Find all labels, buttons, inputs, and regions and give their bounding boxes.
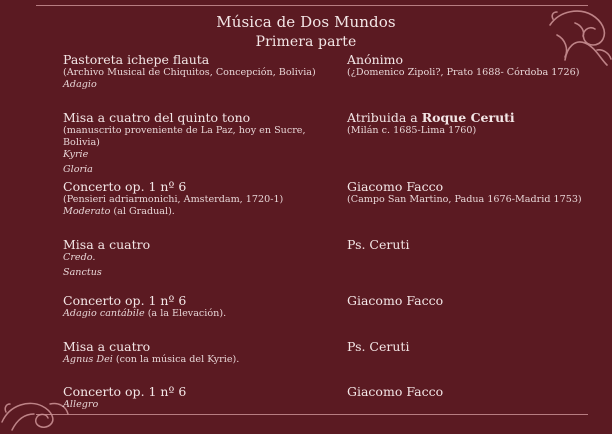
work-movement: Adagio cantábile bbox=[63, 308, 145, 319]
program-item-1-work bbox=[63, 53, 338, 91]
program-item-6-work bbox=[63, 340, 338, 366]
work-title: Pastoreta ichepe flauta bbox=[63, 52, 210, 67]
work-source: (Archivo Musical de Chiquitos, Concepción, Bolivia) bbox=[63, 67, 316, 78]
work-title: Misa a cuatro del quinto tono bbox=[63, 110, 251, 125]
composer-line bbox=[347, 111, 587, 125]
composer-name: Giacomo Facco bbox=[347, 384, 444, 399]
work-source: (manuscrito proveniente de La Paz, hoy en Sucre, Bolivia) bbox=[63, 125, 306, 148]
program-item-4-composer bbox=[347, 238, 587, 252]
composer-name: Giacomo Facco bbox=[347, 179, 444, 194]
composer-detail: (Milán c. 1685-Lima 1760) bbox=[347, 125, 477, 136]
work-movement-line bbox=[63, 308, 338, 320]
movement-note: (a la Elevación). bbox=[144, 308, 227, 319]
program-item-7-work bbox=[63, 385, 338, 411]
program-item-2-composer bbox=[347, 111, 587, 137]
work-movement: Sanctus bbox=[63, 267, 102, 278]
program-item-5-composer bbox=[347, 294, 587, 308]
top-rule bbox=[36, 5, 588, 6]
flourish-ornament-bottom-left bbox=[0, 392, 70, 434]
program-item-5-work bbox=[63, 294, 338, 320]
work-movement: Agnus Dei bbox=[63, 354, 113, 365]
work-movement-line bbox=[63, 206, 338, 218]
composer-name: Ps. Ceruti bbox=[347, 237, 410, 252]
work-source: (Pensieri adriarmonichi, Amsterdam, 1720-1) bbox=[63, 194, 284, 205]
composer-detail: (¿Domenico Zipoli?, Prato 1688- Córdoba 1726) bbox=[347, 67, 580, 78]
work-title: Concerto op. 1 nº 6 bbox=[63, 179, 187, 194]
composer-name: Ps. Ceruti bbox=[347, 339, 410, 354]
work-movement: Adagio bbox=[63, 79, 97, 90]
bottom-rule bbox=[36, 414, 588, 415]
program-item-3-work bbox=[63, 180, 338, 218]
program-item-6-composer bbox=[347, 340, 587, 354]
composer-name: Giacomo Facco bbox=[347, 293, 444, 308]
work-movement: Allegro bbox=[63, 399, 99, 410]
work-title: Misa a cuatro bbox=[63, 339, 151, 354]
page-title: Música de Dos Mundos bbox=[216, 13, 396, 31]
composer-name: Anónimo bbox=[347, 52, 404, 67]
program-item-7-composer bbox=[347, 385, 587, 399]
program-item-3-composer bbox=[347, 180, 587, 206]
program-item-1-composer bbox=[347, 53, 587, 79]
program-item-2-work bbox=[63, 111, 338, 176]
movement-note: (al Gradual). bbox=[110, 206, 175, 217]
work-title: Concerto op. 1 nº 6 bbox=[63, 293, 187, 308]
work-title: Concerto op. 1 nº 6 bbox=[63, 384, 187, 399]
work-movement: Kyrie bbox=[63, 149, 89, 160]
work-movement: Credo. bbox=[63, 252, 96, 263]
program-item-4-work bbox=[63, 238, 338, 279]
work-title: Misa a cuatro bbox=[63, 237, 151, 252]
work-movement: Moderato bbox=[63, 206, 111, 217]
work-movement-line bbox=[63, 354, 338, 366]
composer-name: Roque Ceruti bbox=[421, 110, 515, 125]
work-movement: Gloria bbox=[63, 164, 93, 175]
movement-note: (con la música del Kyrie). bbox=[112, 354, 240, 365]
composer-prefix: Atribuida a bbox=[347, 110, 422, 125]
page-subtitle: Primera parte bbox=[255, 34, 357, 50]
composer-detail: (Campo San Martino, Padua 1676-Madrid 1753) bbox=[347, 194, 582, 205]
